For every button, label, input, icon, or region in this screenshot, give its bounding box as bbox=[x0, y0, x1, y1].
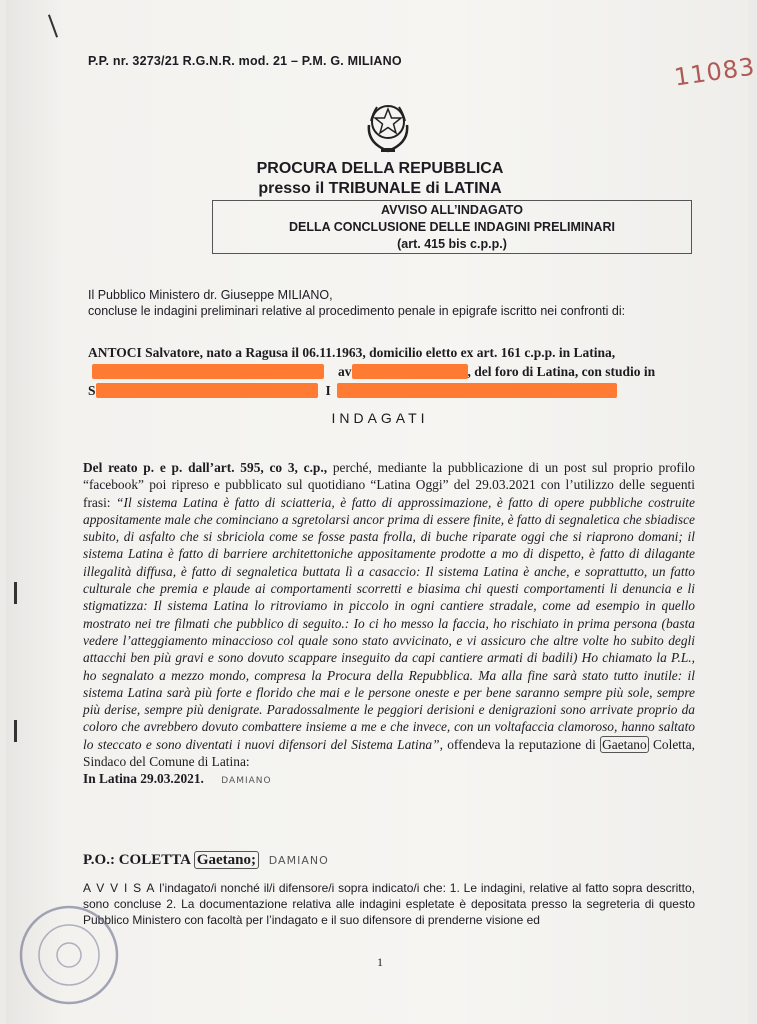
case-reference: P.P. nr. 3273/21 R.G.N.R. mod. 21 – P.M. G. MILIANO bbox=[88, 54, 402, 68]
charge-lead: Del reato p. e p. dall’art. 595, co 3, c.p., bbox=[83, 460, 328, 475]
accused-line-3-prefix: S bbox=[88, 382, 96, 398]
accused-line-2 bbox=[88, 363, 708, 380]
document-page bbox=[6, 0, 757, 1024]
notice-line-3: (art. 415 bis c.p.p.) bbox=[397, 237, 507, 251]
notice-line-1: AVVISO ALL’INDAGATO bbox=[381, 203, 523, 217]
place-date: In Latina 29.03.2021. bbox=[83, 771, 204, 787]
offended-label: P.O.: COLETTA bbox=[83, 852, 194, 868]
accused-line-3-mid: I bbox=[325, 382, 331, 398]
accused-line-2-prefix: av bbox=[338, 363, 352, 379]
charge-text-3: Coletta, Sindaco del Comune di Latina: bbox=[83, 736, 695, 770]
redaction-bar bbox=[352, 364, 468, 379]
office-subtitle: presso il TRIBUNALE di LATINA bbox=[258, 180, 502, 197]
charge-quote: “Il sistema Latina è fatto di sciatteria, è fatto di approssimazione, è fatto di opere pubbliche costruite appositamente male che cominciano a sgretolarsi ancor prima di essere finite, è fatto di segnaletica che sbiadisce subito, di asfalto che si sbriciola come se fosse pasta frolla, di buche riparate oggi che si riaprono domani; il sistema Latina è fatto di barriere architettoniche appositamente prodotte a mo di dispetto, è fatto di dilagante illegalità diffusa, è fatto di segnaletica buttata lì a casaccio: Il sistema Latina è anche, e soprattutto, un fatto culturale che premia e plaude ai comportamenti scorretti e biasima chi questi comportamenti li denuncia e li stigmatizza: Il sistema Latina lo ritroviamo in piccolo in ogni cantiere stradale, come ad esempio in quello mostrato nei tre filmati che pubblico di seguito.: Io ci ho messo la faccia, ho rischiato in prima persona (basta vedere l’atteggiamento minaccioso col quale sono stato avvicinato, e vi assicuro che altre volte ho subito degli attacchi ben più gravi e sono dovuto scappare inseguito da capi cantiere armati di badili) Ho chiamato la P.L., ho segnalato a mezzo mondo, compresa la Procura della Repubblica. Ma alla fine sarà stato tutto inutile: il sistema Latina sarà più forte e florido che mai e le persone oneste e per bene saranno sempre più sole, sempre più derise, sempre più denigrate. Paradossalmente le peggiori derisioni e denigrazioni sono arrivate proprio da coloro che avrebbero dovuto combattere insieme a me e che invece, con un voltafaccia clamoroso, hanno saltato lo steccato e sono diventati i nuovi difensori del Sistema Latina”, bbox=[83, 494, 695, 752]
charge-text-1: perché, mediante la pubblicazione di un post sul proprio profilo “facebook” poi ripreso e pubblicato sul quotidiano “Latina Oggi” del 29.03.2021 con l’utilizzo delle seguenti frasi: bbox=[83, 460, 695, 510]
avvisa-paragraph bbox=[83, 880, 695, 928]
handwritten-protocol-number: 11083 bbox=[672, 52, 757, 92]
avvisa-text: l’indagato/i nonché il/i difensore/i sopra indicato/i che: 1. Le indagini, relative al fatto sopra descritto, sono concluse 2. La documentazione relativa alle indagini espletate è depositata presso la segreteria di questo Pubblico Ministero con facoltà per l’indagato e il suo difensore di prenderne visione ed bbox=[83, 881, 695, 927]
handwritten-note: DAMIANO bbox=[268, 854, 329, 867]
offended-first-name: Gaetano bbox=[602, 736, 647, 752]
offended-party bbox=[83, 852, 329, 869]
offended-name: Gaetano; bbox=[194, 851, 259, 869]
avvisa-keyword: A V V I S A bbox=[83, 881, 156, 895]
redaction-bar bbox=[337, 383, 617, 398]
accused-line-3 bbox=[88, 382, 708, 399]
accused-details bbox=[88, 345, 708, 399]
redaction-bar bbox=[92, 364, 324, 379]
page-number: 1 bbox=[377, 955, 383, 969]
section-title-indagati: INDAGATI bbox=[331, 410, 429, 426]
margin-pen-mark bbox=[14, 582, 17, 604]
office-title: PROCURA DELLA REPUBBLICA bbox=[256, 160, 504, 177]
accused-line-2-suffix: , del foro di Latina, con studio in bbox=[467, 363, 656, 379]
accused-line-1: ANTOCI Salvatore, nato a Ragusa il 06.11.1963, domicilio eletto ex art. 161 c.p.p. in Latina, bbox=[88, 345, 616, 360]
margin-pen-mark bbox=[14, 720, 17, 742]
notice-line-2: DELLA CONCLUSIONE DELLE INDAGINI PRELIMINARI bbox=[289, 220, 615, 234]
notice-title-box bbox=[212, 200, 692, 254]
republic-emblem-icon bbox=[361, 95, 415, 155]
handwritten-note: DAMIANO bbox=[221, 776, 272, 787]
intro-line-2: concluse le indagini preliminari relative al procedimento penale in epigrafe iscritto nei confronti di: bbox=[88, 304, 626, 318]
charge-text-2: offendeva la reputazione di bbox=[442, 736, 601, 752]
intro-line-1: Il Pubblico Ministero dr. Giuseppe MILIANO, bbox=[88, 288, 333, 302]
charge-paragraph bbox=[83, 459, 695, 791]
redaction-bar bbox=[96, 383, 318, 398]
pen-stroke-mark bbox=[48, 14, 58, 37]
